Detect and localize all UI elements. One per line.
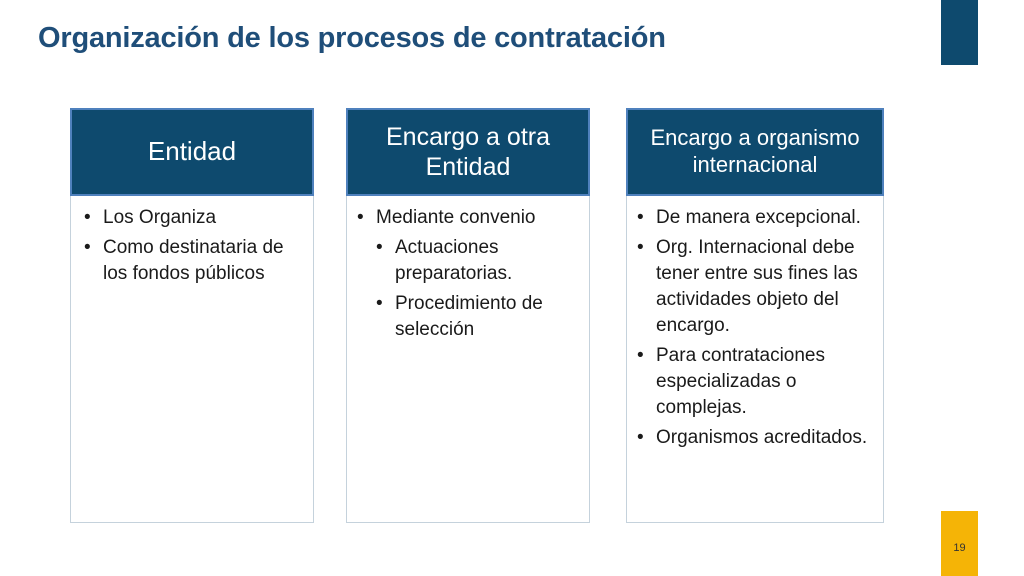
column-organismo-list	[637, 205, 872, 455]
column-encargo-entidad-list	[357, 205, 579, 347]
list-item	[357, 205, 579, 343]
slide-title: Organización de los procesos de contratación	[38, 22, 666, 54]
sub-list-item: • Procedimiento de selección	[376, 291, 579, 343]
list-item: • Como destinataria de los fondos públicos	[84, 235, 299, 287]
list-item: • Los Organiza	[84, 205, 299, 231]
column-entidad-header	[70, 108, 314, 196]
list-item: • Org. Internacional debe tener entre sus fines las actividades objeto del encargo.	[637, 235, 872, 339]
column-organismo-header	[626, 108, 884, 196]
column-header-label: Encargo a otra Entidad	[386, 122, 550, 181]
list-item: • Para contrataciones especializadas o complejas.	[637, 343, 872, 421]
sub-list	[376, 235, 579, 343]
list-item: • De manera excepcional.	[637, 205, 872, 231]
column-header-label: Encargo a organismo internacional	[650, 125, 860, 177]
list-item-label: Mediante convenio	[376, 207, 536, 228]
top-accent-bar	[941, 0, 978, 65]
column-encargo-entidad-header	[346, 108, 590, 196]
column-header-label: Entidad	[147, 136, 237, 167]
sub-list-item: • Actuaciones preparatorias.	[376, 235, 579, 287]
list-item: • Organismos acreditados.	[637, 425, 872, 451]
column-entidad-list	[84, 205, 299, 291]
page-number: 19	[953, 542, 966, 554]
